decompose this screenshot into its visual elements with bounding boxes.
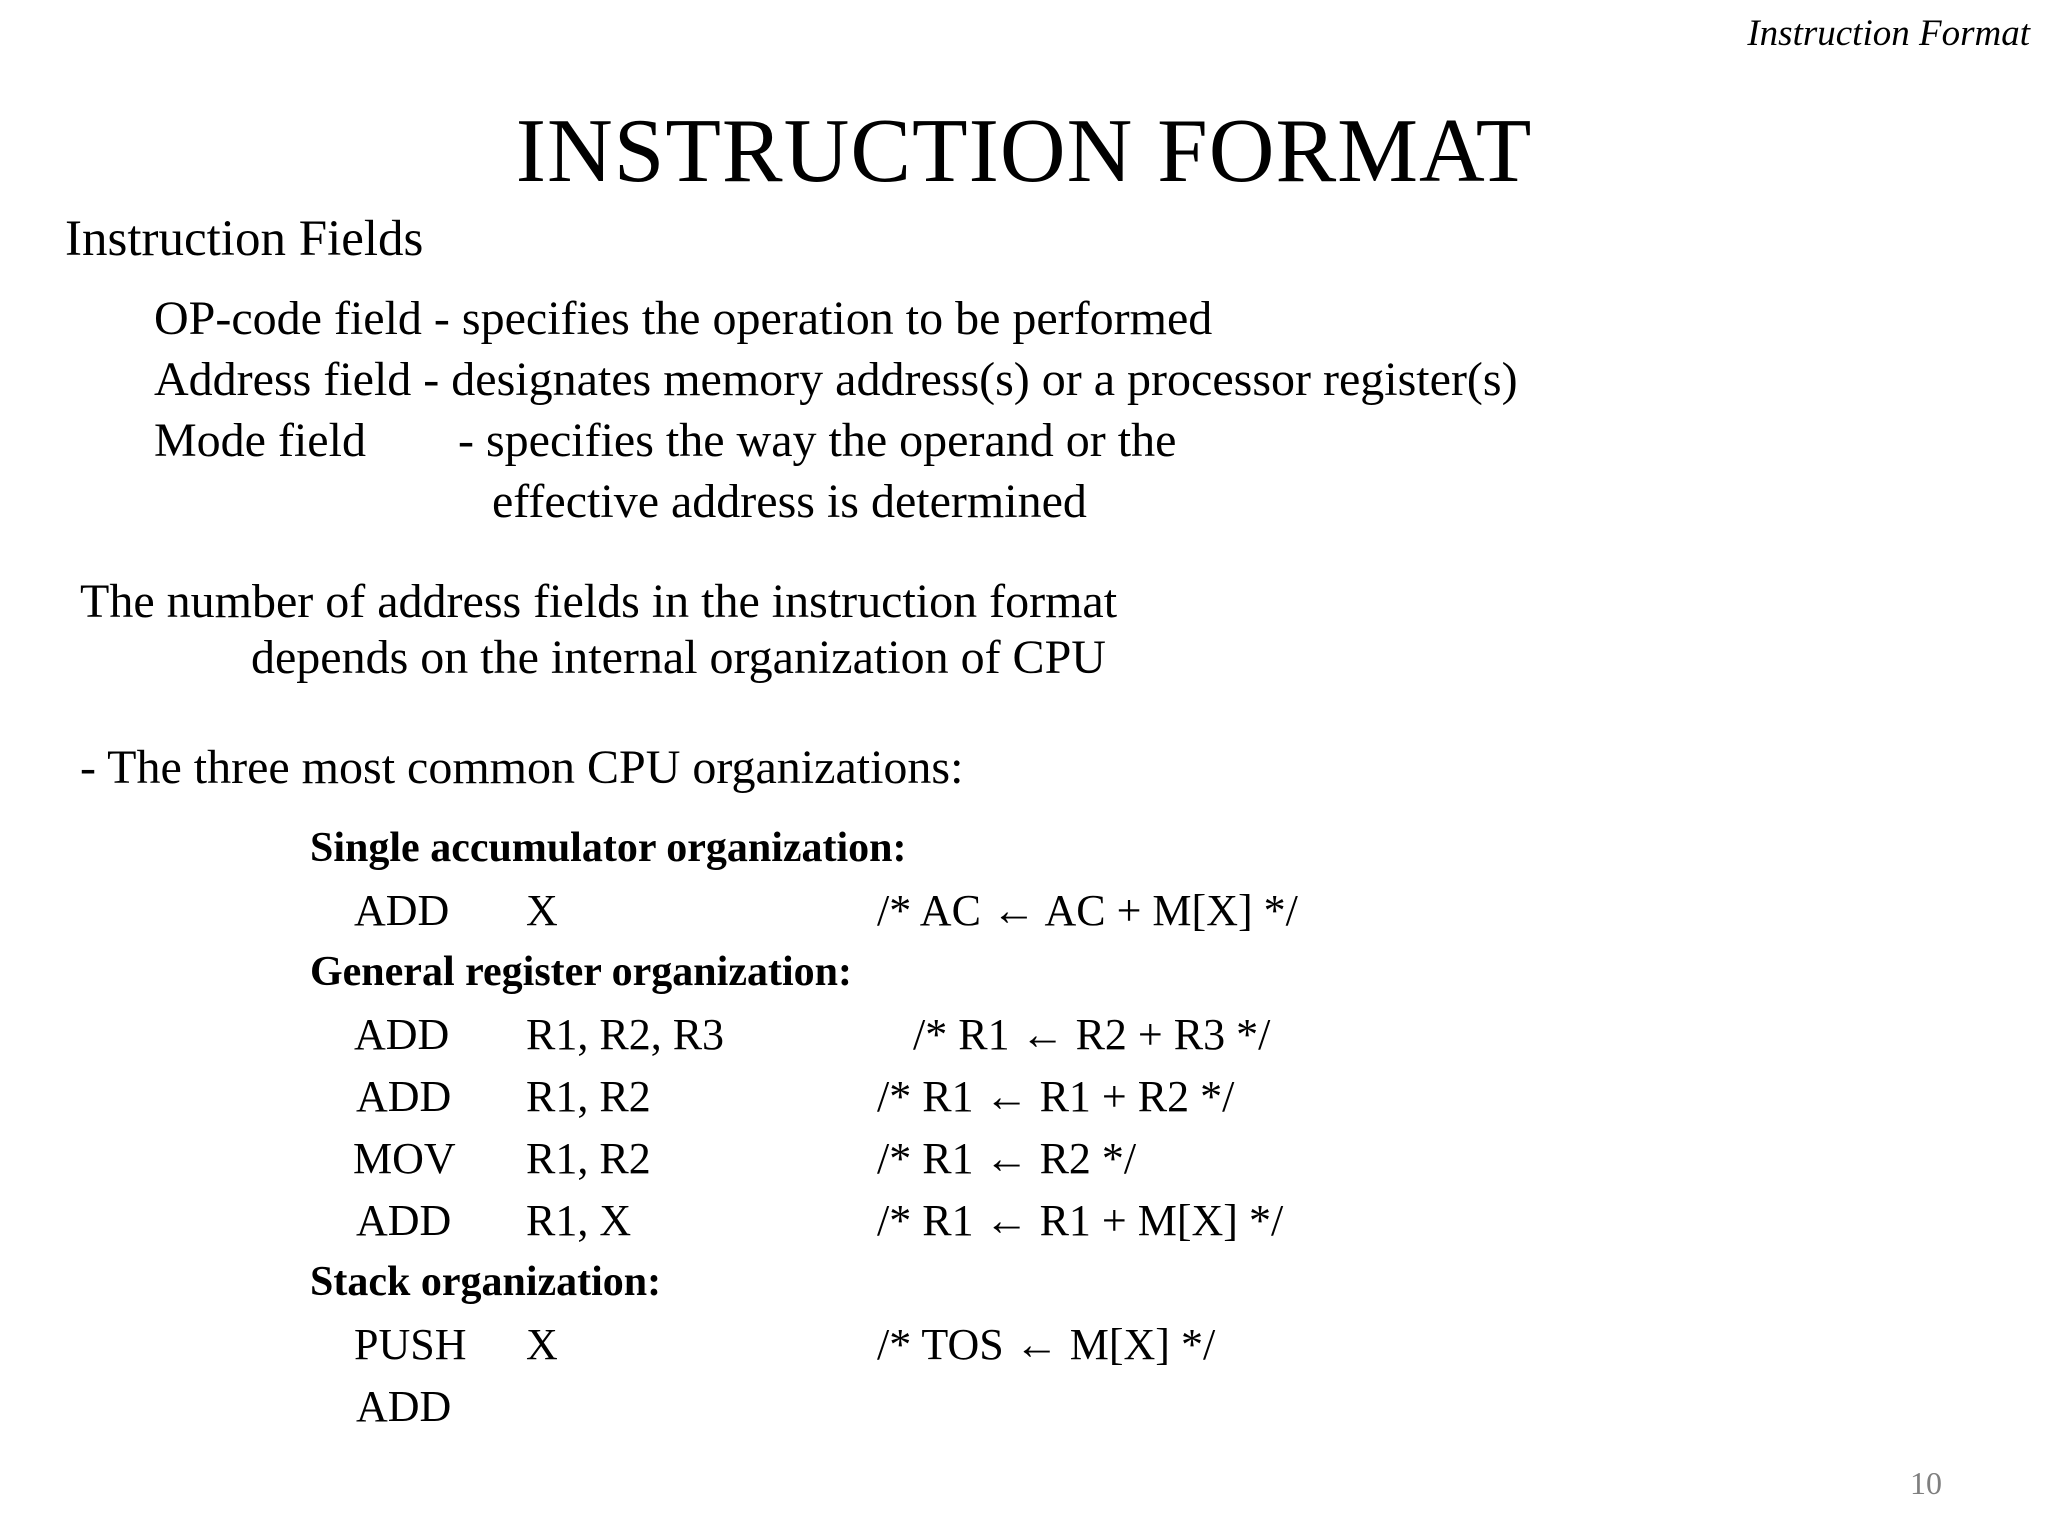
mode-field-label: Mode field — [154, 414, 366, 467]
address-count-note-1: The number of address fields in the instruction format — [80, 575, 1118, 628]
mode-field-desc-2: effective address is determined — [492, 475, 1087, 528]
opcode: ADD — [354, 1010, 450, 1059]
operands: R1, R2 — [526, 1134, 651, 1183]
comment: /* R1 ← R1 + M[X] */ — [877, 1196, 1284, 1245]
opcode: ADD — [356, 1072, 452, 1121]
single-accumulator-heading: Single accumulator organization: — [310, 825, 907, 871]
opcode: ADD — [354, 886, 450, 935]
general-register-heading: General register organization: — [310, 949, 852, 995]
comment: /* R1 ← R1 + R2 */ — [877, 1072, 1235, 1121]
opcode-field-line: OP-code field - specifies the operation to be performed — [154, 292, 1213, 345]
opcode: PUSH — [354, 1320, 467, 1369]
opcode: MOV — [353, 1134, 456, 1183]
page-title: INSTRUCTION FORMAT — [515, 100, 1533, 201]
section-label: Instruction Format — [1747, 13, 2030, 54]
comment: /* R1 ← R2 */ — [877, 1134, 1137, 1183]
operands: X — [526, 1320, 558, 1369]
page-number: 10 — [1910, 1465, 1942, 1501]
stack-organization-heading: Stack organization: — [310, 1259, 662, 1305]
operands: X — [526, 886, 558, 935]
instruction-fields-heading: Instruction Fields — [65, 211, 424, 267]
operands: R1, R2, R3 — [526, 1010, 725, 1059]
cpu-organizations-intro: - The three most common CPU organizations: — [80, 741, 964, 794]
comment: /* AC ← AC + M[X] */ — [877, 886, 1298, 935]
opcode: ADD — [356, 1382, 452, 1431]
comment: /* TOS ← M[X] */ — [877, 1320, 1216, 1369]
address-count-note-2: depends on the internal organization of CPU — [251, 631, 1106, 684]
operands: R1, R2 — [526, 1072, 651, 1121]
comment: /* R1 ← R2 + R3 */ — [913, 1010, 1271, 1059]
opcode: ADD — [356, 1196, 452, 1245]
address-field-line: Address field - designates memory address(s) or a processor register(s) — [154, 353, 1518, 406]
mode-field-desc-1: - specifies the way the operand or the — [458, 414, 1177, 467]
operands: R1, X — [526, 1196, 632, 1245]
